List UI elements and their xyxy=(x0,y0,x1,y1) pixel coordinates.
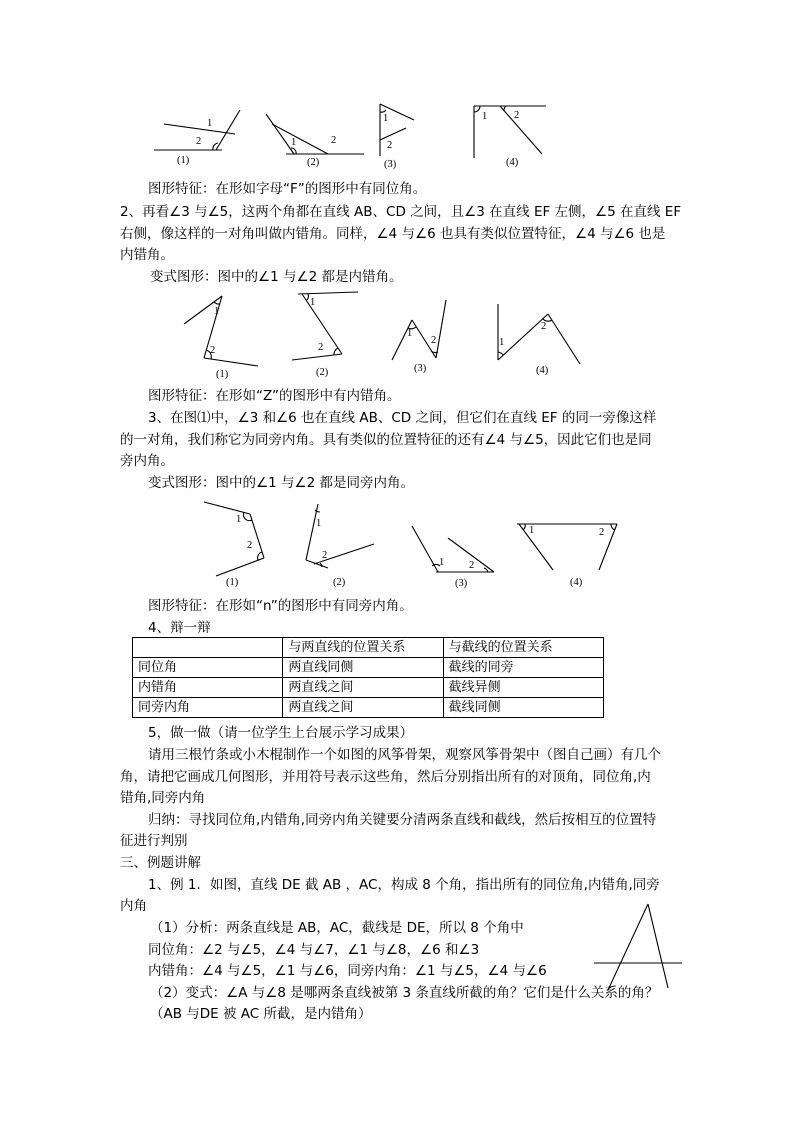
figure-caption: (4) xyxy=(506,157,519,168)
variant-question-line: （2）变式：∠A 与∠8 是哪两条直线被第 3 条直线所截的角？它们是什么关系的角？ xyxy=(150,985,659,1001)
figure-label: 2 xyxy=(196,136,202,147)
figure-label: 1 xyxy=(236,514,242,525)
figure-label: 2 xyxy=(599,527,605,538)
summary-line: 归纳：寻找同位角,内错角,同旁内角关键要分清两条直线和截线，然后按相互的位置特 xyxy=(148,812,657,828)
analysis-line: （1）分析：两条直线是 AB，AC，截线是 DE，所以 8 个角中 xyxy=(150,920,524,936)
table-cell: 与两直线的位置关系 xyxy=(283,638,443,658)
figure-z-4 xyxy=(492,300,584,380)
table-row xyxy=(133,698,604,718)
figure-z-2 xyxy=(288,288,368,380)
paragraph-2-line: 右侧，像这样的一对角叫做内错角。同样，∠4 与∠6 也具有类似位置特征，∠4 与∠6 也是 xyxy=(120,226,666,242)
table-cell: 截线异侧 xyxy=(443,678,603,698)
figure-label: 2 xyxy=(387,140,393,151)
table-cell: 与截线的位置关系 xyxy=(443,638,603,658)
corresponding-angles-line: 同位角：∠2 与∠5，∠4 与∠7，∠1 与∠8，∠6 和∠3 xyxy=(148,942,480,958)
figure-label: 1 xyxy=(207,118,213,129)
section-5-line: 角，请把它画成几何图形，并用符号表示这些角，然后分别指出所有的对顶角，同位角,内 xyxy=(120,769,651,785)
example-line: 1、例 1．如图，直线 DE 截 AB ，AC，构成 8 个角，指出所有的同位角,内错角,同旁 xyxy=(148,877,660,893)
table-cell: 内错角 xyxy=(133,678,283,698)
figure-label: 1 xyxy=(439,557,445,568)
table-cell: 截线同侧 xyxy=(443,698,603,718)
figure-label: 1 xyxy=(383,113,389,124)
feature-z-text: 图形特征：在形如“Z”的图形中有内错角。 xyxy=(148,388,401,404)
table-header-row xyxy=(133,638,604,658)
figure-n-3 xyxy=(408,522,498,592)
section-5-line: 错角,同旁内角 xyxy=(120,790,206,806)
summary-line: 征进行判别 xyxy=(120,833,188,849)
figure-label: 1 xyxy=(214,306,220,317)
figure-label: 2 xyxy=(322,550,328,561)
paragraph-2-line: 2、再看∠3 与∠5，这两个角都在直线 AB、CD 之间，且∠3 在直线 EF 左侧，∠5 在直线 EF xyxy=(120,204,682,220)
figure-f-2 xyxy=(262,110,367,170)
example-triangle-figure xyxy=(590,900,686,992)
figure-f-1 xyxy=(150,110,240,170)
figure-caption: (1) xyxy=(177,155,190,166)
figure-f-4 xyxy=(470,102,550,170)
table-cell: 两直线之间 xyxy=(283,678,443,698)
table-row xyxy=(133,658,604,678)
figure-n-4 xyxy=(515,520,619,590)
figure-caption: (1) xyxy=(226,577,239,588)
figure-label: 2 xyxy=(210,345,216,356)
section-5-line: 请用三根竹条或小木棍制作一个如图的风筝骨架，观察风筝骨架中（图自己画）有几个 xyxy=(148,747,661,763)
figure-caption: (3) xyxy=(455,578,468,589)
figure-caption: (2) xyxy=(307,157,320,168)
figure-caption: (3) xyxy=(414,363,427,374)
table-cell: 两直线之间 xyxy=(283,698,443,718)
figure-f-3 xyxy=(374,102,424,172)
section-3-title: 三、例题讲解 xyxy=(120,855,201,871)
table-cell xyxy=(133,638,283,658)
variant-z-text: 变式图形：图中的∠1 与∠2 都是内错角。 xyxy=(150,269,403,285)
comparison-table xyxy=(132,637,604,718)
figure-caption: (3) xyxy=(384,159,397,170)
table-cell: 截线的同旁 xyxy=(443,658,603,678)
alternate-angles-line: 内错角：∠4 与∠5，∠1 与∠6，同旁内角：∠1 与∠5，∠4 与∠6 xyxy=(148,963,547,979)
feature-n-text: 图形特征：在形如“n”的图形中有同旁内角。 xyxy=(148,598,413,614)
figure-caption: (1) xyxy=(216,369,229,380)
paragraph-3-line: 旁内角。 xyxy=(120,453,174,469)
figure-z-1 xyxy=(180,292,260,380)
paragraph-2-line: 内错角。 xyxy=(120,247,174,263)
figure-label: 2 xyxy=(318,342,324,353)
table-cell: 同位角 xyxy=(133,658,283,678)
figure-label: 2 xyxy=(514,110,520,121)
feature-f-text: 图形特征：在形如字母“F”的图形中有同位角。 xyxy=(148,181,427,197)
paragraph-3-line: 的一对角，我们称它为同旁内角。具有类似的位置特征的还有∠4 与∠5，因此它们也是同 xyxy=(120,432,652,448)
table-cell: 同旁内角 xyxy=(133,698,283,718)
figure-label: 1 xyxy=(407,328,413,339)
section-4-title: 4、辩一辩 xyxy=(148,620,211,636)
figure-caption: (4) xyxy=(536,365,549,376)
figure-z-3 xyxy=(388,296,458,380)
table-row xyxy=(133,678,604,698)
figure-label: 2 xyxy=(469,560,475,571)
figure-n-2 xyxy=(302,500,378,590)
figure-label: 1 xyxy=(316,518,322,529)
figure-label: 2 xyxy=(431,335,437,346)
figure-caption: (2) xyxy=(333,577,346,588)
figure-label: 1 xyxy=(529,525,535,536)
table-cell: 两直线同侧 xyxy=(283,658,443,678)
example-line: 内角 xyxy=(120,898,147,914)
variant-n-text: 变式图形：图中的∠1 与∠2 都是同旁内角。 xyxy=(148,475,414,491)
figure-label: 2 xyxy=(541,321,547,332)
figure-label: 1 xyxy=(482,111,488,122)
figure-caption: (2) xyxy=(316,367,329,378)
figure-label: 2 xyxy=(247,540,253,551)
figure-caption: (4) xyxy=(570,577,583,588)
figure-label: 1 xyxy=(291,137,297,148)
variant-answer-line: （AB 与DE 被 AC 所截，是内错角） xyxy=(150,1006,372,1022)
figure-label: 2 xyxy=(331,135,337,146)
figure-n-1 xyxy=(200,498,270,590)
figure-label: 1 xyxy=(499,337,505,348)
figure-label: 1 xyxy=(310,297,316,308)
section-5-title: 5，做一做（请一位学生上台展示学习成果） xyxy=(148,725,414,741)
paragraph-3-line: 3、在图⑴中，∠3 和∠6 也在直线 AB、CD 之间，但它们在直线 EF 的同一旁像这样 xyxy=(148,410,657,426)
